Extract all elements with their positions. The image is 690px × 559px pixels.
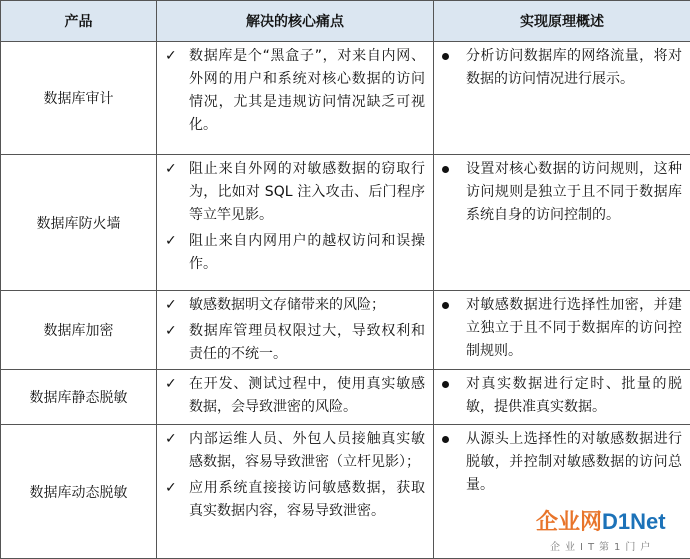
table-row: [1, 291, 690, 370]
checkmark-icon: ✓: [165, 376, 177, 392]
table-header-row: [1, 1, 690, 42]
table-row: [1, 155, 690, 291]
principle-item: 对敏感数据进行选择性加密，并建立独立于且不同于数据库的访问控制规则。: [434, 291, 690, 363]
principle-item: 从源头上选择性的对敏感数据进行脱敏，并控制对敏感数据的访问总量。: [434, 425, 690, 497]
principle-item: 分析访问数据库的网络流量，将对数据的访问情况进行展示。: [434, 42, 690, 91]
principles-cell: [434, 370, 690, 425]
pain-points-cell: [157, 425, 434, 559]
product-name: 数据库加密: [1, 291, 157, 370]
pain-point-item: ✓ 阻止来自外网的对敏感数据的窃取行为，比如对 SQL 注入攻击、后门程序等立竿见影。: [157, 155, 433, 227]
product-name: 数据库审计: [1, 42, 157, 155]
principles-cell: [434, 291, 690, 370]
bullet-icon: [442, 428, 466, 443]
header-pain-points: 解决的核心痛点: [157, 1, 434, 42]
bullet-icon: [442, 158, 466, 173]
bullet-icon: [442, 373, 466, 388]
principles-cell: [434, 155, 690, 291]
pain-points-cell: [157, 291, 434, 370]
checkmark-icon: ✓: [165, 233, 177, 249]
product-name: 数据库动态脱敏: [1, 425, 157, 559]
bullet-icon: [442, 45, 466, 60]
product-name: 数据库静态脱敏: [1, 370, 157, 425]
pain-points-cell: [157, 42, 434, 155]
product-name: 数据库防火墙: [1, 155, 157, 291]
pain-point-item: ✓ 阻止来自内网用户的越权访问和误操作。: [157, 227, 433, 276]
watermark-logo-en: D1Net: [602, 509, 666, 534]
watermark-logo-cn: 企业网: [536, 509, 603, 534]
table-row: [1, 42, 690, 155]
pain-points-cell: [157, 155, 434, 291]
checkmark-icon: ✓: [165, 297, 177, 313]
checkmark-icon: ✓: [165, 161, 177, 177]
pain-points-cell: [157, 370, 434, 425]
principle-item: 设置对核心数据的访问规则，这种访问规则是独立于且不同于数据库系统自身的访问控制的。: [434, 155, 690, 227]
pain-point-item: ✓ 数据库管理员权限过大，导致权利和责任的不统一。: [157, 317, 433, 366]
header-product: 产品: [1, 1, 157, 42]
pain-point-item: ✓ 数据库是个“黑盒子”，对来自内网、外网的用户和系统对核心数据的访问情况，尤其是违规访问情况缺乏可视化。: [157, 42, 433, 137]
watermark-subtitle: 企业IT第1门户: [550, 542, 656, 553]
checkmark-icon: ✓: [165, 431, 177, 447]
checkmark-icon: ✓: [165, 48, 177, 64]
pain-point-item: ✓ 内部运维人员、外包人员接触真实敏感数据，容易导致泄密（立杆见影）；: [157, 425, 433, 474]
checkmark-icon: ✓: [165, 480, 177, 496]
header-principles: 实现原理概述: [434, 1, 690, 42]
bullet-icon: [442, 294, 466, 309]
principles-cell: [434, 42, 690, 155]
pain-point-item: ✓ 应用系统直接接访问敏感数据，获取真实数据内容，容易导致泄密。: [157, 474, 433, 523]
pain-point-item: ✓ 在开发、测试过程中，使用真实敏感数据，会导致泄密的风险。: [157, 370, 433, 419]
principle-item: 对真实数据进行定时、批量的脱敏，提供准真实数据。: [434, 370, 690, 419]
table-row: [1, 370, 690, 425]
watermark-logo-text: [536, 505, 666, 536]
checkmark-icon: ✓: [165, 323, 177, 339]
pain-point-item: ✓ 敏感数据明文存储带来的风险；: [157, 291, 433, 317]
site-watermark-logo: [536, 505, 686, 557]
